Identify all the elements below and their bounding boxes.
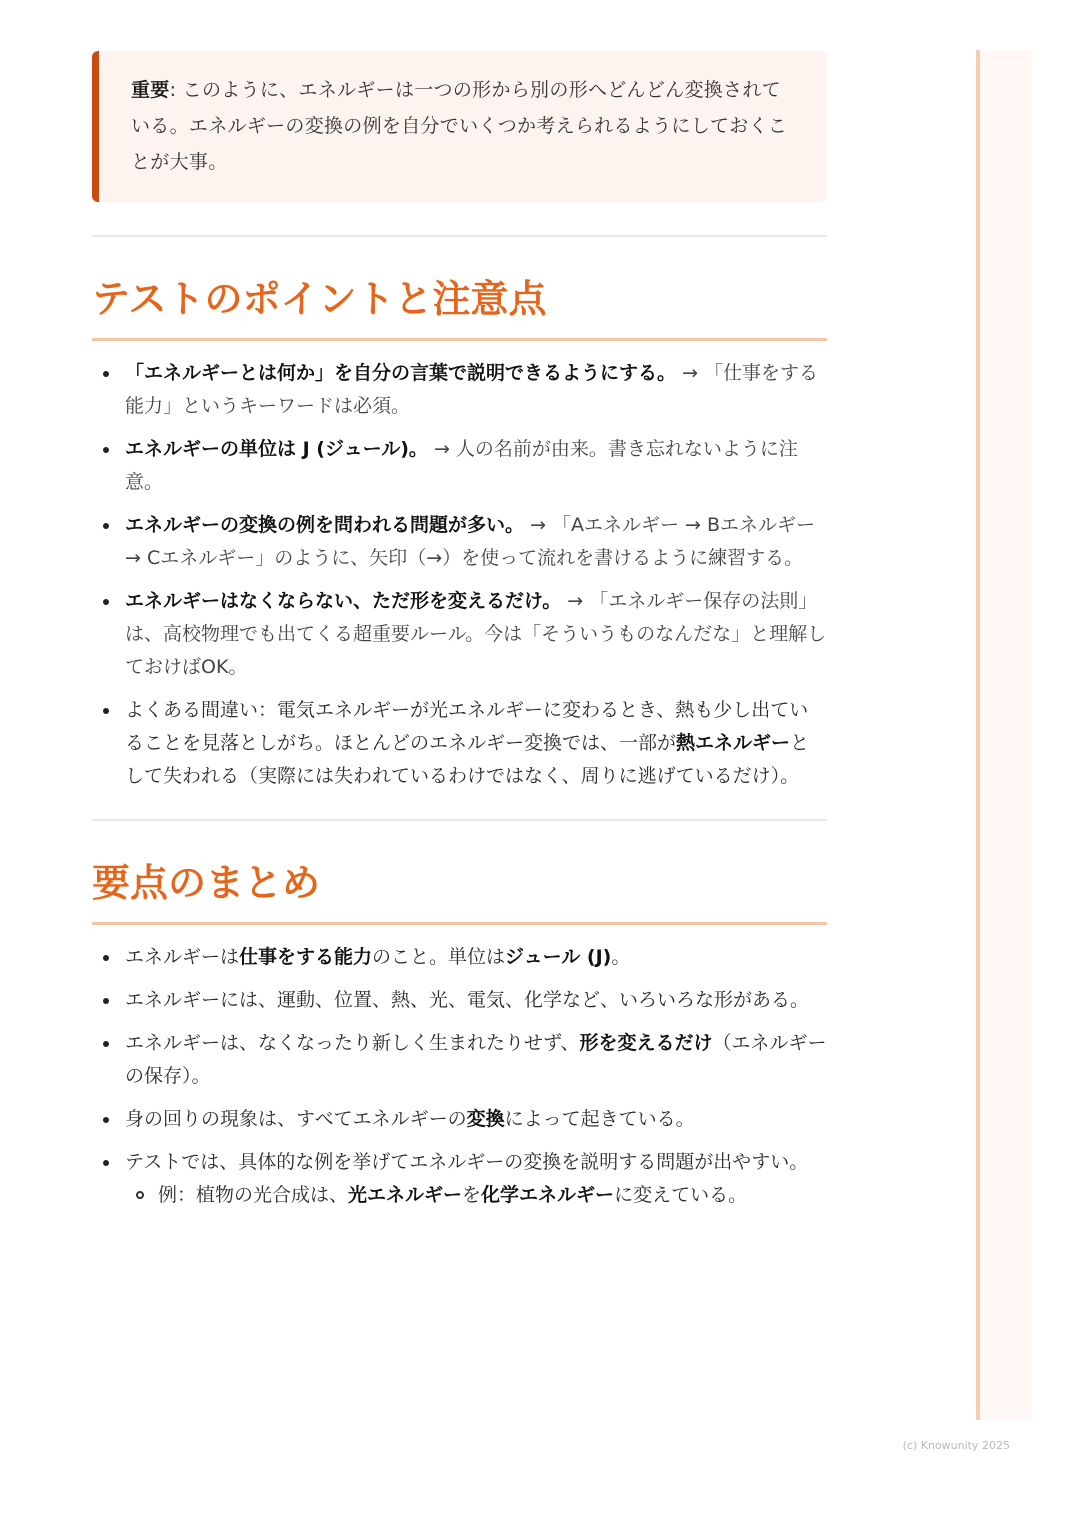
callout-label: 重要	[131, 79, 170, 101]
sub-list	[125, 1179, 827, 1212]
section-title-summary: 要点のまとめ	[92, 857, 827, 925]
item-bold: 変換	[466, 1108, 505, 1130]
item-bold: 熱エネルギー	[676, 732, 791, 754]
item-text: エネルギーは	[125, 946, 240, 968]
item-bold: エネルギーの変換の例を問われる問題が多い。	[125, 514, 525, 536]
callout-text: : このように、エネルギーは一つの形から別の形へどんどん変換されている。エネルギーの変換の例を自分でいくつか考えられるようにしておくことが大事。	[131, 79, 788, 173]
list-item	[92, 941, 827, 974]
section-title-test-points: テストのポイントと注意点	[92, 273, 827, 341]
item-text: テストでは、具体的な例を挙げてエネルギーの変換を説明する問題が出やすい。	[125, 1151, 809, 1173]
item-text: → 人の名前が由来。書き忘れないように注意。	[125, 438, 798, 493]
list-item	[92, 694, 827, 793]
item-bold: エネルギーはなくならない、ただ形を変えるだけ。	[125, 590, 562, 612]
item-bold: エネルギーの単位は J (ジュール)。	[125, 438, 428, 460]
item-text: 例：植物の光合成は、	[158, 1184, 349, 1206]
sub-list-item	[125, 1179, 827, 1212]
section-divider	[92, 819, 827, 821]
item-text: → 「Aエネルギー → Bエネルギー → Cエネルギー」のように、矢印（→）を使って流れを書けるように練習する。	[125, 514, 816, 569]
item-bold: 仕事をする能力	[239, 946, 373, 968]
item-text: よくある間違い：電気エネルギーが光エネルギーに変わるとき、熱も少し出ていることを見落としがち。ほとんどのエネルギー変換では、一部が	[125, 699, 809, 754]
list-item	[92, 984, 827, 1017]
list-item	[92, 433, 827, 499]
summary-list	[92, 941, 827, 1212]
copyright-footer: (c) Knowunity 2025	[902, 1439, 1010, 1452]
item-text: に変えている。	[614, 1184, 748, 1206]
item-text: エネルギーには、運動、位置、熱、光、電気、化学など、いろいろな形がある。	[125, 989, 810, 1011]
item-text: のこと。単位は	[372, 946, 506, 968]
item-bold: 化学エネルギー	[481, 1184, 615, 1206]
test-points-list	[92, 357, 827, 793]
item-text: 身の回りの現象は、すべてエネルギーの	[125, 1108, 467, 1130]
item-bold: 「エネルギーとは何か」を自分の言葉で説明できるようにする。	[125, 362, 677, 384]
list-item	[92, 1027, 827, 1093]
important-callout	[92, 51, 827, 202]
item-text: として失われる（実際には失われているわけではなく、周りに逃げているだけ）。	[125, 732, 810, 787]
item-bold: 光エネルギー	[348, 1184, 463, 1206]
item-text: 。	[611, 946, 631, 968]
document-content	[92, 51, 827, 1222]
list-item	[92, 509, 827, 575]
item-text: → 「エネルギー保存の法則」は、高校物理でも出てくる超重要ルール。今は「そういうものなんだな」と理解しておけばOK。	[125, 590, 827, 678]
item-text: （エネルギーの保存）。	[125, 1032, 827, 1087]
item-text: によって起きている。	[504, 1108, 695, 1130]
item-text: を	[462, 1184, 482, 1206]
list-item	[92, 585, 827, 684]
list-item	[92, 357, 827, 423]
item-bold: 形を変えるだけ	[579, 1032, 713, 1054]
item-text: → 「仕事をする能力」というキーワードは必須。	[125, 362, 819, 417]
item-bold: ジュール (J)	[505, 946, 612, 968]
list-item	[92, 1146, 827, 1212]
item-text: エネルギーは、なくなったり新しく生まれたりせず、	[125, 1032, 580, 1054]
section-divider	[92, 235, 827, 237]
side-panel	[976, 50, 1032, 1420]
list-item	[92, 1103, 827, 1136]
